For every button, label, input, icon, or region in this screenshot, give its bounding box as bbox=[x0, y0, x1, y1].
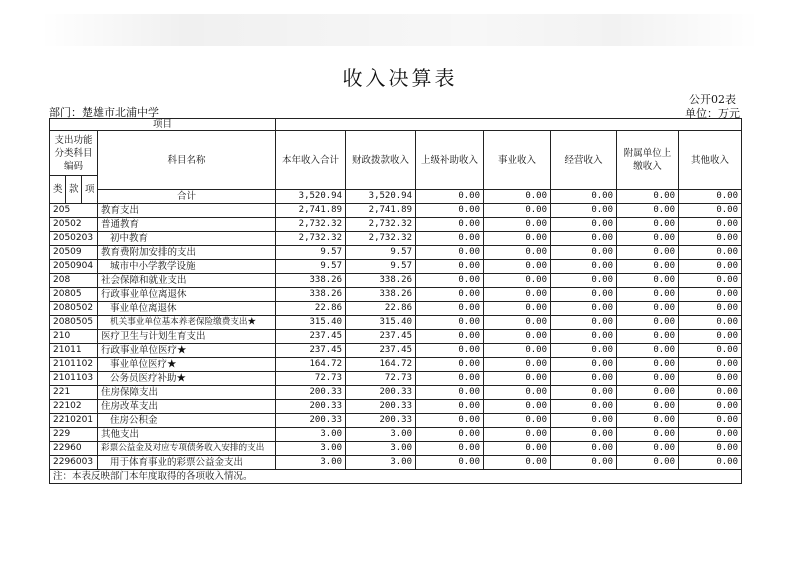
table-row bbox=[50, 456, 742, 470]
amount-cell: 0.00 bbox=[679, 260, 742, 274]
amount-cell: 0.00 bbox=[484, 260, 551, 274]
subject-name: 住房保障支出 bbox=[98, 386, 276, 400]
amount-cell: 338.26 bbox=[276, 274, 346, 288]
amount-cell: 2,732.32 bbox=[346, 218, 416, 232]
subject-code: 2080502 bbox=[50, 302, 98, 316]
amount-cell: 0.00 bbox=[617, 372, 679, 386]
amount-cell: 200.33 bbox=[276, 400, 346, 414]
amount-cell: 72.73 bbox=[276, 372, 346, 386]
amount-cell: 0.00 bbox=[416, 204, 484, 218]
amount-cell: 0.00 bbox=[679, 358, 742, 372]
subject-name: 其他支出 bbox=[98, 428, 276, 442]
subject-name: 事业单位医疗★ bbox=[98, 358, 276, 372]
amount-cell: 0.00 bbox=[484, 386, 551, 400]
subject-code: 20502 bbox=[50, 218, 98, 232]
amount-cell: 0.00 bbox=[551, 414, 617, 428]
table-row bbox=[50, 204, 742, 218]
subject-name: 事业单位离退休 bbox=[98, 302, 276, 316]
amount-cell: 0.00 bbox=[551, 456, 617, 470]
subject-name: 初中教育 bbox=[98, 232, 276, 246]
amount-cell: 0.00 bbox=[484, 288, 551, 302]
amount-cell: 338.26 bbox=[346, 274, 416, 288]
amount-cell: 9.57 bbox=[276, 246, 346, 260]
col-header-3: 上级补助收入 bbox=[416, 131, 484, 190]
amount-cell: 0.00 bbox=[679, 288, 742, 302]
amount-cell: 0.00 bbox=[617, 358, 679, 372]
table-row bbox=[50, 400, 742, 414]
table-row bbox=[50, 218, 742, 232]
amount-cell: 2,741.89 bbox=[276, 204, 346, 218]
table-row bbox=[50, 302, 742, 316]
amount-cell: 200.33 bbox=[346, 400, 416, 414]
total-label: 合计 bbox=[98, 190, 276, 204]
func-class-header: 支出功能分类科目编码 bbox=[50, 131, 98, 176]
total-value: 0.00 bbox=[416, 190, 484, 204]
amount-cell: 0.00 bbox=[551, 428, 617, 442]
amount-cell: 2,732.32 bbox=[276, 232, 346, 246]
amount-cell: 0.00 bbox=[484, 232, 551, 246]
subject-code: 2080505 bbox=[50, 316, 98, 330]
subject-name: 城市中小学教学设施 bbox=[98, 260, 276, 274]
department-label: 部门：楚雄市北浦中学 bbox=[49, 106, 159, 119]
table-row bbox=[50, 330, 742, 344]
amount-cell: 0.00 bbox=[416, 330, 484, 344]
subject-name: 彩票公益金及对应专项债务收入安排的支出 bbox=[98, 442, 276, 456]
amount-cell: 0.00 bbox=[416, 302, 484, 316]
amount-cell: 0.00 bbox=[416, 232, 484, 246]
amount-cell: 3.00 bbox=[276, 428, 346, 442]
col-header-7: 其他收入 bbox=[679, 131, 742, 190]
amount-cell: 2,732.32 bbox=[276, 218, 346, 232]
amount-cell: 0.00 bbox=[416, 274, 484, 288]
table-row bbox=[50, 232, 742, 246]
amount-cell: 338.26 bbox=[346, 288, 416, 302]
subject-code: 221 bbox=[50, 386, 98, 400]
amount-cell: 0.00 bbox=[416, 246, 484, 260]
unit-label: 单位：万元 bbox=[685, 107, 740, 120]
amount-cell: 0.00 bbox=[679, 204, 742, 218]
amount-cell: 0.00 bbox=[551, 400, 617, 414]
amount-cell: 0.00 bbox=[679, 414, 742, 428]
lei-header: 类 bbox=[50, 176, 66, 204]
subject-code: 20509 bbox=[50, 246, 98, 260]
amount-cell: 0.00 bbox=[617, 316, 679, 330]
amount-cell: 0.00 bbox=[551, 288, 617, 302]
col-header-1: 本年收入合计 bbox=[276, 131, 346, 190]
amount-cell: 0.00 bbox=[679, 442, 742, 456]
amount-cell: 0.00 bbox=[484, 372, 551, 386]
amount-cell: 0.00 bbox=[484, 442, 551, 456]
amount-cell: 237.45 bbox=[346, 330, 416, 344]
amount-cell: 0.00 bbox=[484, 302, 551, 316]
item-header: 项目 bbox=[50, 119, 276, 131]
subject-name: 医疗卫生与计划生育支出 bbox=[98, 330, 276, 344]
amount-cell: 0.00 bbox=[551, 218, 617, 232]
subject-code: 2296003 bbox=[50, 456, 98, 470]
table-row bbox=[50, 414, 742, 428]
amount-cell: 0.00 bbox=[617, 232, 679, 246]
page-title: 收入决算表 bbox=[342, 66, 458, 90]
table-row bbox=[50, 428, 742, 442]
amount-cell: 0.00 bbox=[679, 330, 742, 344]
amount-cell: 0.00 bbox=[679, 386, 742, 400]
amount-cell: 0.00 bbox=[484, 246, 551, 260]
amount-cell: 0.00 bbox=[617, 218, 679, 232]
amount-cell: 0.00 bbox=[551, 442, 617, 456]
subject-name: 住房改革支出 bbox=[98, 400, 276, 414]
amount-cell: 0.00 bbox=[551, 386, 617, 400]
amount-cell: 0.00 bbox=[617, 428, 679, 442]
footnote: 注：本表反映部门本年度取得的各项收入情况。 bbox=[50, 470, 742, 484]
amount-cell: 237.45 bbox=[276, 344, 346, 358]
total-value: 0.00 bbox=[679, 190, 742, 204]
amount-cell: 0.00 bbox=[551, 330, 617, 344]
amount-cell: 0.00 bbox=[679, 400, 742, 414]
table-row bbox=[50, 442, 742, 456]
subject-name: 教育支出 bbox=[98, 204, 276, 218]
scan-shadow bbox=[40, 14, 760, 46]
amount-cell: 3.00 bbox=[346, 428, 416, 442]
total-value: 3,520.94 bbox=[346, 190, 416, 204]
amount-cell: 0.00 bbox=[679, 428, 742, 442]
amount-cell: 0.00 bbox=[416, 400, 484, 414]
subject-name: 机关事业单位基本养老保险缴费支出★ bbox=[98, 316, 276, 330]
amount-cell: 200.33 bbox=[346, 414, 416, 428]
amount-cell: 3.00 bbox=[346, 442, 416, 456]
amount-cell: 72.73 bbox=[346, 372, 416, 386]
amount-cell: 0.00 bbox=[617, 414, 679, 428]
subject-name: 公务员医疗补助★ bbox=[98, 372, 276, 386]
subject-name-header: 科目名称 bbox=[98, 131, 276, 190]
table-row bbox=[50, 246, 742, 260]
amount-cell: 0.00 bbox=[617, 302, 679, 316]
amount-cell: 0.00 bbox=[679, 232, 742, 246]
amount-cell: 0.00 bbox=[416, 288, 484, 302]
amount-cell: 0.00 bbox=[617, 260, 679, 274]
table-row bbox=[50, 386, 742, 400]
amount-cell: 0.00 bbox=[679, 302, 742, 316]
col-header-2: 财政拨款收入 bbox=[346, 131, 416, 190]
amount-cell: 0.00 bbox=[617, 344, 679, 358]
amount-cell: 0.00 bbox=[679, 456, 742, 470]
amount-cell: 0.00 bbox=[617, 456, 679, 470]
subject-name: 行政事业单位离退休 bbox=[98, 288, 276, 302]
amount-cell: 0.00 bbox=[484, 358, 551, 372]
table-row bbox=[50, 288, 742, 302]
amount-cell: 0.00 bbox=[416, 358, 484, 372]
amount-cell: 0.00 bbox=[416, 428, 484, 442]
income-table bbox=[49, 118, 742, 484]
subject-name: 用于体育事业的彩票公益金支出 bbox=[98, 456, 276, 470]
amount-cell: 0.00 bbox=[679, 218, 742, 232]
total-value: 3,520.94 bbox=[276, 190, 346, 204]
amount-cell: 0.00 bbox=[551, 372, 617, 386]
subject-code: 2210201 bbox=[50, 414, 98, 428]
amount-cell: 237.45 bbox=[346, 344, 416, 358]
subject-code: 22960 bbox=[50, 442, 98, 456]
amount-cell: 0.00 bbox=[617, 274, 679, 288]
amount-cell: 0.00 bbox=[551, 316, 617, 330]
amount-cell: 164.72 bbox=[276, 358, 346, 372]
amount-cell: 0.00 bbox=[484, 218, 551, 232]
amount-cell: 0.00 bbox=[484, 456, 551, 470]
subject-name: 社会保障和就业支出 bbox=[98, 274, 276, 288]
col-header-6: 附属单位上缴收入 bbox=[617, 131, 679, 190]
amount-cell: 2,741.89 bbox=[346, 204, 416, 218]
amount-cell: 0.00 bbox=[416, 260, 484, 274]
amount-cell: 2,732.32 bbox=[346, 232, 416, 246]
subject-code: 22102 bbox=[50, 400, 98, 414]
subject-code: 2050203 bbox=[50, 232, 98, 246]
amount-cell: 0.00 bbox=[551, 302, 617, 316]
amount-cell: 0.00 bbox=[416, 414, 484, 428]
amount-cell: 9.57 bbox=[346, 246, 416, 260]
table-row bbox=[50, 274, 742, 288]
subject-code: 2101102 bbox=[50, 358, 98, 372]
total-value: 0.00 bbox=[484, 190, 551, 204]
amount-cell: 0.00 bbox=[551, 260, 617, 274]
amount-cell: 0.00 bbox=[551, 232, 617, 246]
subject-name: 普通教育 bbox=[98, 218, 276, 232]
amount-cell: 0.00 bbox=[484, 204, 551, 218]
amount-cell: 0.00 bbox=[551, 358, 617, 372]
amount-cell: 0.00 bbox=[551, 274, 617, 288]
amount-cell: 0.00 bbox=[617, 330, 679, 344]
subject-code: 208 bbox=[50, 274, 98, 288]
amount-cell: 164.72 bbox=[346, 358, 416, 372]
subject-code: 20805 bbox=[50, 288, 98, 302]
kuan-header: 款 bbox=[66, 176, 82, 204]
amount-cell: 0.00 bbox=[484, 330, 551, 344]
total-value: 0.00 bbox=[617, 190, 679, 204]
amount-cell: 0.00 bbox=[679, 344, 742, 358]
amount-cell: 200.33 bbox=[276, 386, 346, 400]
amount-cell: 0.00 bbox=[416, 456, 484, 470]
table-row bbox=[50, 372, 742, 386]
amount-cell: 3.00 bbox=[276, 442, 346, 456]
amount-cell: 0.00 bbox=[679, 372, 742, 386]
amount-cell: 315.40 bbox=[346, 316, 416, 330]
amount-cell: 0.00 bbox=[617, 288, 679, 302]
amount-cell: 0.00 bbox=[484, 400, 551, 414]
amount-cell: 0.00 bbox=[484, 274, 551, 288]
amount-cell: 0.00 bbox=[617, 400, 679, 414]
xiang-header: 项 bbox=[82, 176, 98, 204]
amount-cell: 0.00 bbox=[679, 274, 742, 288]
amount-cell: 200.33 bbox=[346, 386, 416, 400]
amount-cell: 237.45 bbox=[276, 330, 346, 344]
amount-cell: 0.00 bbox=[617, 442, 679, 456]
subject-name: 教育费附加安排的支出 bbox=[98, 246, 276, 260]
subject-code: 2101103 bbox=[50, 372, 98, 386]
subject-code: 21011 bbox=[50, 344, 98, 358]
amount-cell: 200.33 bbox=[276, 414, 346, 428]
amount-cell: 0.00 bbox=[484, 344, 551, 358]
table-row bbox=[50, 344, 742, 358]
subject-code: 205 bbox=[50, 204, 98, 218]
amount-cell: 315.40 bbox=[276, 316, 346, 330]
table-row bbox=[50, 358, 742, 372]
amount-cell: 0.00 bbox=[679, 316, 742, 330]
subject-code: 210 bbox=[50, 330, 98, 344]
col-header-4: 事业收入 bbox=[484, 131, 551, 190]
subject-name: 住房公积金 bbox=[98, 414, 276, 428]
amount-cell: 0.00 bbox=[416, 386, 484, 400]
amount-cell: 0.00 bbox=[416, 344, 484, 358]
amount-cell: 0.00 bbox=[416, 442, 484, 456]
subject-name: 行政事业单位医疗★ bbox=[98, 344, 276, 358]
amount-cell: 3.00 bbox=[276, 456, 346, 470]
amount-cell: 0.00 bbox=[416, 218, 484, 232]
subject-code: 229 bbox=[50, 428, 98, 442]
amount-cell: 0.00 bbox=[484, 414, 551, 428]
amount-cell: 338.26 bbox=[276, 288, 346, 302]
amount-cell: 0.00 bbox=[551, 246, 617, 260]
col-header-5: 经营收入 bbox=[551, 131, 617, 190]
amount-cell: 0.00 bbox=[551, 344, 617, 358]
amount-cell: 0.00 bbox=[416, 316, 484, 330]
amount-cell: 22.86 bbox=[276, 302, 346, 316]
table-body bbox=[50, 204, 742, 470]
form-code: 公开02表 bbox=[689, 93, 736, 106]
amount-cell: 22.86 bbox=[346, 302, 416, 316]
amount-cell: 0.00 bbox=[416, 372, 484, 386]
table-row bbox=[50, 316, 742, 330]
table-row bbox=[50, 260, 742, 274]
amount-cell: 0.00 bbox=[679, 246, 742, 260]
amount-cell: 0.00 bbox=[551, 204, 617, 218]
amount-cell: 0.00 bbox=[484, 316, 551, 330]
total-value: 0.00 bbox=[551, 190, 617, 204]
subject-code: 2050904 bbox=[50, 260, 98, 274]
amount-cell: 9.57 bbox=[276, 260, 346, 274]
amount-cell: 9.57 bbox=[346, 260, 416, 274]
amount-cell: 0.00 bbox=[617, 246, 679, 260]
amount-cell: 3.00 bbox=[346, 456, 416, 470]
amount-cell: 0.00 bbox=[617, 204, 679, 218]
amount-cell: 0.00 bbox=[617, 386, 679, 400]
amount-cell: 0.00 bbox=[484, 428, 551, 442]
